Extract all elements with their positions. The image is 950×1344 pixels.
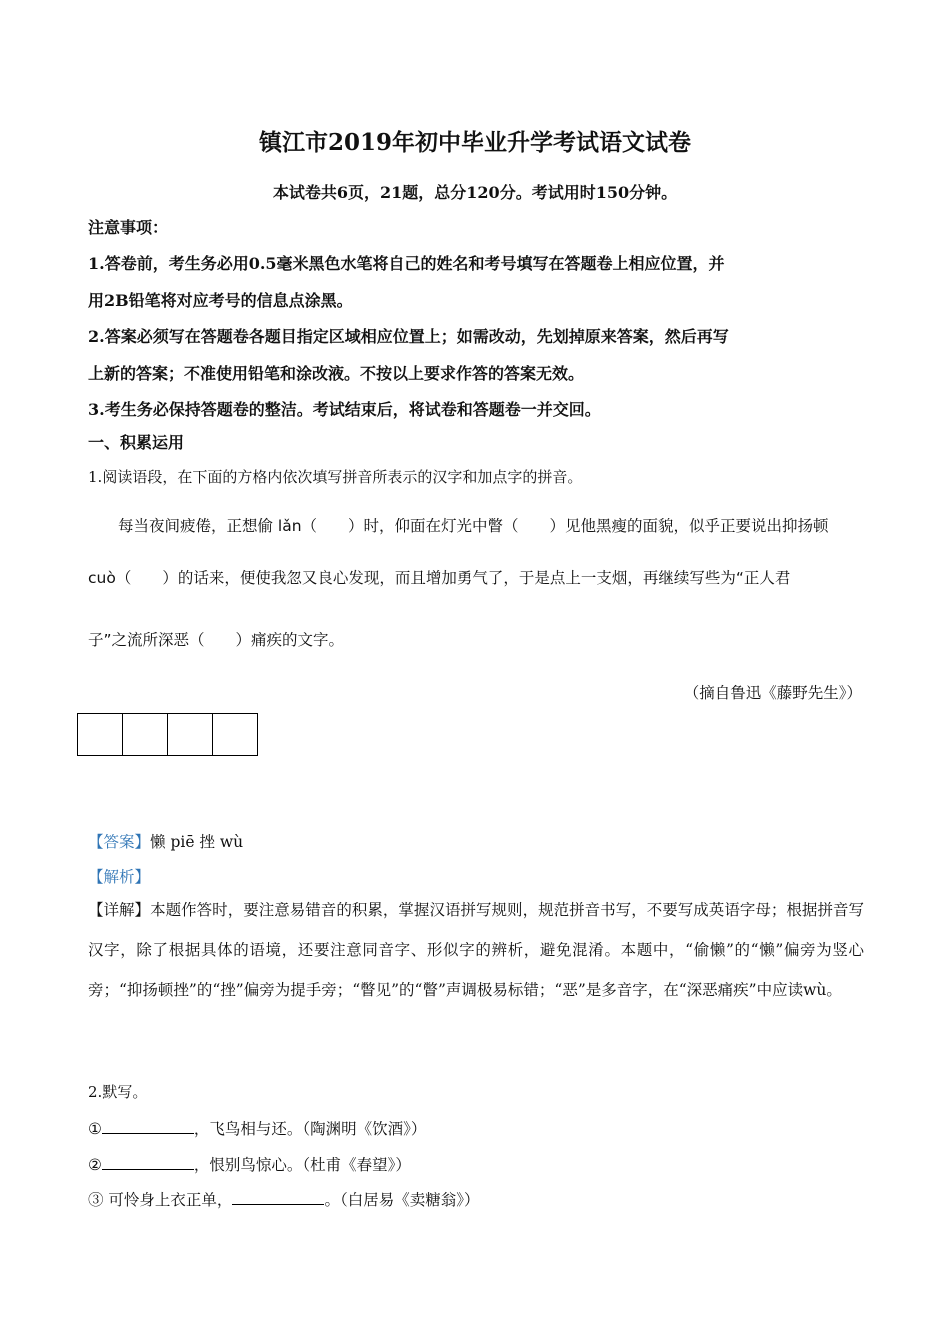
- item-2-text: ，恨别鸟惊心。（杜甫《春望》）: [193, 1156, 411, 1174]
- question-1-text: 阅读语段，在下面的方格内依次填写拼音所表示的汉字和加点字的拼音。: [102, 468, 583, 486]
- item-3-prefix: ③ 可怜身上衣正单，: [88, 1191, 233, 1209]
- detail-label: 【详解】: [88, 901, 151, 919]
- passage-line-3: 子”之流所深恶（ ）痛疾的文字。: [88, 631, 345, 649]
- answer-line: [88, 830, 243, 852]
- question-1-number: 1.: [88, 468, 103, 486]
- item-3-text: 。（白居易《卖糖翁》）: [324, 1191, 480, 1209]
- question-2-prompt: [88, 1081, 147, 1102]
- exam-title: 镇江市2019年初中毕业升学考试语文试卷: [258, 129, 691, 156]
- answer-cell-4[interactable]: [213, 714, 257, 755]
- answer-cell-3[interactable]: [168, 714, 213, 755]
- recitation-item-1: [88, 1117, 426, 1139]
- blank-2[interactable]: [102, 1155, 194, 1170]
- question-1-prompt: [88, 466, 582, 487]
- item-1-text: ，飞鸟相与还。（陶渊明《饮酒》）: [193, 1120, 427, 1138]
- passage-source: （摘自鲁迅《藤野先生》）: [683, 684, 862, 702]
- blank-3[interactable]: [232, 1190, 324, 1205]
- answer-cell-2[interactable]: [123, 714, 168, 755]
- answer-cell-1[interactable]: [78, 714, 123, 755]
- item-1-mark: ①: [88, 1120, 102, 1138]
- analysis-label: 【解析】: [88, 868, 151, 886]
- note-3: 3.考生务必保持答题卷的整洁。考试结束后，将试卷和答题卷一并交回。: [88, 400, 601, 419]
- section-heading: 一、积累运用: [88, 433, 185, 452]
- question-2-text: 默写。: [102, 1083, 148, 1101]
- note-2-line-1: 2.答案必须写在答题卷各题目指定区域相应位置上；如需改动，先划掉原来答案，然后再写: [88, 327, 729, 346]
- passage-line-2: cuò（ ）的话来，便使我忽又良心发现，而且增加勇气了，于是点上一支烟，再继续写些为“正人君: [88, 569, 791, 587]
- answer-grid: [77, 713, 258, 756]
- notes-heading: 注意事项：: [88, 218, 169, 237]
- recitation-item-2: [88, 1153, 411, 1175]
- note-1-line-2: 用2B铅笔将对应考号的信息点涂黑。: [88, 291, 353, 310]
- answer-label: 【答案】: [88, 833, 151, 851]
- note-1-line-1: 1.答卷前，考生务必用0.5毫米黑色水笔将自己的姓名和考号填写在答题卷上相应位置，并: [88, 254, 725, 273]
- exam-subtitle: 本试卷共6页，21题，总分120分。考试用时150分钟。: [272, 183, 678, 202]
- passage-line-1: 每当夜间疲倦，正想偷 lǎn（ ）时，仰面在灯光中瞥（ ）见他黑瘦的面貌，似乎正要说出抑扬顿: [118, 517, 829, 535]
- note-2-line-2: 上新的答案；不准使用铅笔和涂改液。不按以上要求作答的答案无效。: [88, 364, 585, 383]
- item-2-mark: ②: [88, 1156, 102, 1174]
- recitation-item-3: [88, 1188, 479, 1210]
- detail-text: 本题作答时，要注意易错音的积累，掌握汉语拼写规则，规范拼音书写，不要写成英语字母；根据拼音写汉字，除了根据具体的语境，还要注意同音字、形似字的辨析，避免混淆。本题中，“偷懒”的“懒”偏旁为竖心旁；“抑扬顿挫”的“挫”偏旁为提手旁；“瞥见”的“瞥”声调极易标错；“恶”是多音字，在“深恶痛疾”中应读wù。: [88, 901, 864, 999]
- question-2-number: 2.: [88, 1083, 103, 1101]
- blank-1[interactable]: [102, 1119, 194, 1134]
- detail-paragraph: [88, 890, 864, 1010]
- answer-text: 懒 piē 挫 wù: [150, 833, 244, 851]
